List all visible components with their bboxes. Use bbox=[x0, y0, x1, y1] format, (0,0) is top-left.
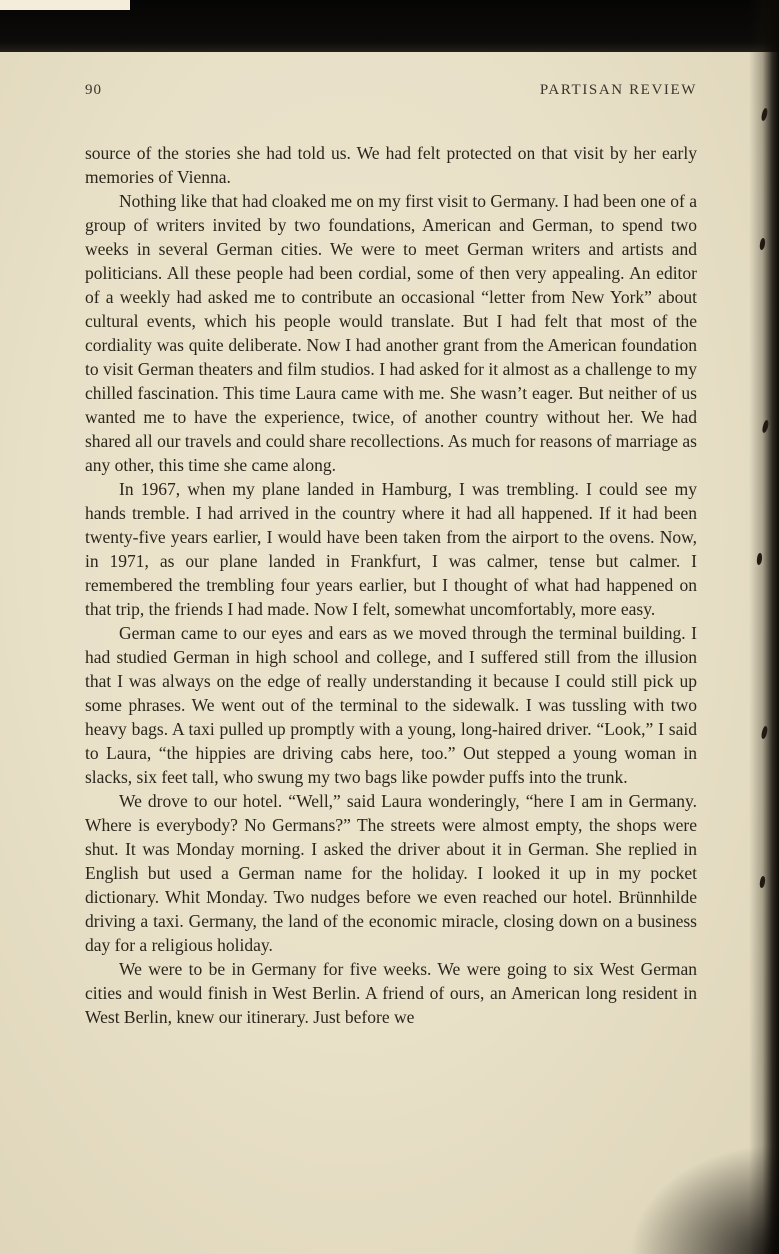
scan-top-left-sliver bbox=[0, 0, 130, 10]
paragraph-6: We were to be in Germany for five weeks. We were going to six West German cities and would finish in West Berlin. A friend of ours, an American long resident in West Berlin, knew our itinerary. Just before we bbox=[85, 959, 697, 1027]
page-number: 90 bbox=[85, 82, 102, 98]
page-edge-shadow bbox=[749, 0, 779, 1254]
paragraph-2: Nothing like that had cloaked me on my first visit to Germany. I had been one of a group of writers invited by two foundations, American and German, to spend two weeks in several German cities. We were to meet German writers and artists and politicians. All these people had been cordial, some of then very appealing. An editor of a weekly had asked me to contribute an occasional “letter from New York” about cultural events, which his people would translate. But I had felt that most of the cordiality was quite deliberate. Now I had another grant from the American foundation to visit German theaters and film studios. I had asked for it almost as a challenge to my chilled fascination. This time Laura came with me. She wasn’t eager. But neither of us wanted me to have the experience, twice, of another country without her. We had shared all our travels and could share recollections. As much for reasons of marriage as any other, this time she came along. bbox=[85, 191, 697, 475]
paragraph-4: German came to our eyes and ears as we moved through the terminal building. I had studied German in high school and college, and I suffered still from the illusion that I was always on the edge of really understanding it because I could still pick up some phrases. We went out of the terminal to the sidewalk. I was tussling with two heavy bags. A taxi pulled up promptly with a young, long-haired driver. “Look,” I said to Laura, “the hippies are driving cabs here, too.” Out stepped a young woman in slacks, six feet tall, who swung my two bags like powder puffs into the trunk. bbox=[85, 623, 697, 787]
paragraph-1: source of the stories she had told us. We had felt protected on that visit by her early memories of Vienna. bbox=[85, 143, 697, 187]
body-text bbox=[85, 141, 697, 1029]
paragraph-3: In 1967, when my plane landed in Hamburg, I was trembling. I could see my hands tremble. I had arrived in the country where it had all happened. If it had been twenty-five years earlier, I would have been taken from the airport to the ovens. Now, in 1971, as our plane landed in Frankfurt, I was calmer, tense but calmer. I remembered the trembling four years earlier, but I thought of what had happened on that trip, the friends I had made. Now I felt, somewhat uncomfortably, more easy. bbox=[85, 479, 697, 619]
bottom-right-shadow bbox=[629, 1144, 779, 1254]
printed-content bbox=[85, 82, 697, 1029]
journal-title: PARTISAN REVIEW bbox=[539, 82, 697, 98]
running-header bbox=[85, 82, 697, 99]
paragraph-5: We drove to our hotel. “Well,” said Laura wonderingly, “here I am in Germany. Where is everybody? No Germans?” The streets were almost empty, the shops were shut. It was Monday morning. I asked the driver about it in German. She replied in English but used a German name for the holiday. I looked it up in my pocket dictionary. Whit Monday. Two nudges before we even reached our hotel. Brünnhilde driving a taxi. Germany, the land of the economic miracle, closing down on a business day for a religious holiday. bbox=[85, 791, 697, 955]
